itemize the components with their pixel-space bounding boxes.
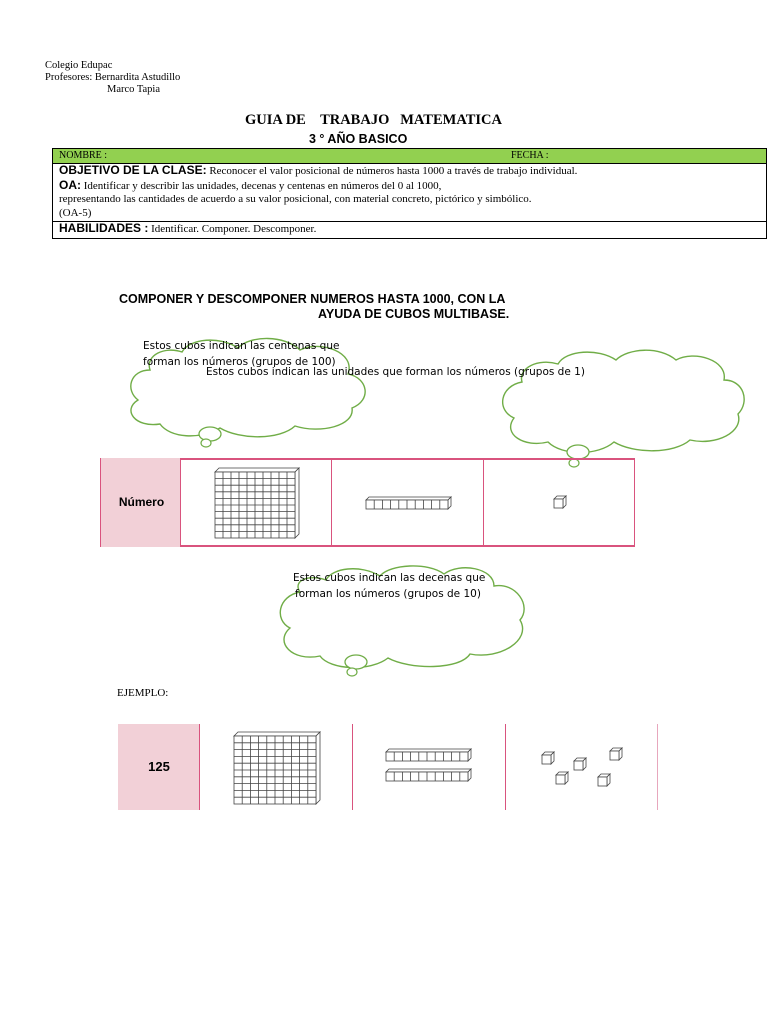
objetivo-row <box>59 164 760 179</box>
nombre-cell[interactable] <box>53 149 506 164</box>
fecha-label: FECHA : <box>511 150 549 161</box>
number-label-cell <box>100 458 181 547</box>
objetivo-oa-cell <box>53 164 767 222</box>
cloud-decenas-line-1: Estos cubos indican las decenas que <box>293 572 486 584</box>
ten-rod-icon <box>365 496 453 510</box>
place-value-table <box>100 458 635 547</box>
oa-label: OA: <box>59 177 81 192</box>
habilidades-label: HABILIDADES : <box>59 221 149 235</box>
cloud-centenas-line-1: Estos cubos indican las centenas que <box>143 340 340 352</box>
unit-cube-icon <box>608 746 624 762</box>
example-hundreds-cell <box>200 724 353 810</box>
example-ones-cell <box>506 724 658 810</box>
ones-cell <box>484 458 635 547</box>
example-number: 125 <box>148 759 170 774</box>
school-name: Colegio Edupac <box>45 60 113 71</box>
page-subtitle: 3 ° AÑO BASICO <box>309 132 408 146</box>
unit-cube-icon <box>552 494 568 510</box>
hundred-block-icon <box>232 730 324 806</box>
unit-cube-icon <box>540 750 556 766</box>
habilidades-text: Identificar. Componer. Descomponer. <box>151 223 317 235</box>
unit-cube-icon <box>596 772 612 788</box>
cloud-decenas-line-2: forman los números (grupos de 10) <box>295 588 481 600</box>
ejemplo-label: EJEMPLO: <box>117 687 169 699</box>
hundred-block-icon <box>213 466 303 540</box>
example-table <box>118 724 658 810</box>
oa-text-2: representando las cantidades de acuerdo a su valor posicional, con material concreto, pictórico y simbólico. <box>59 193 532 205</box>
example-tens-cell <box>353 724 506 810</box>
page-title: GUIA DE TRABAJO MATEMATICA <box>245 112 502 128</box>
teachers-line-2: Marco Tapia <box>107 84 161 95</box>
objetivo-label: OBJETIVO DE LA CLASE: <box>59 163 207 177</box>
cloud-centenas-line-2: forman los números (grupos de 100) <box>143 356 336 368</box>
unit-cube-icon <box>554 770 570 786</box>
objetivo-text: Reconocer el valor posicional de números hasta 1000 a través de trabajo individual. <box>209 165 578 177</box>
section-heading-line-2: AYUDA DE CUBOS MULTIBASE. <box>318 307 510 321</box>
section-heading-line-1: COMPONER Y DESCOMPONER NUMEROS HASTA 1000, CON LA <box>119 292 506 306</box>
example-number-cell <box>118 724 200 810</box>
oa-row <box>59 179 760 194</box>
ten-rod-icon <box>385 748 473 762</box>
teachers-line-1: Profesores: Bernardita Astudillo <box>45 72 181 83</box>
oa-text-3: (OA-5) <box>59 206 92 219</box>
tens-cell <box>332 458 484 547</box>
unit-cube-icon <box>572 756 588 772</box>
fecha-cell[interactable] <box>505 149 767 164</box>
info-table <box>52 148 767 239</box>
hundreds-cell <box>181 458 332 547</box>
number-label: Número <box>118 495 165 509</box>
ten-rod-icon <box>385 768 473 782</box>
cloud-unidades-text: Estos cubos indican las unidades que forman los números (grupos de 1) <box>206 366 585 378</box>
nombre-label: NOMBRE : <box>59 150 108 161</box>
oa-text-1: Identificar y describir las unidades, decenas y centenas en números del 0 al 1000, <box>83 179 442 192</box>
habilidades-cell <box>53 222 767 239</box>
